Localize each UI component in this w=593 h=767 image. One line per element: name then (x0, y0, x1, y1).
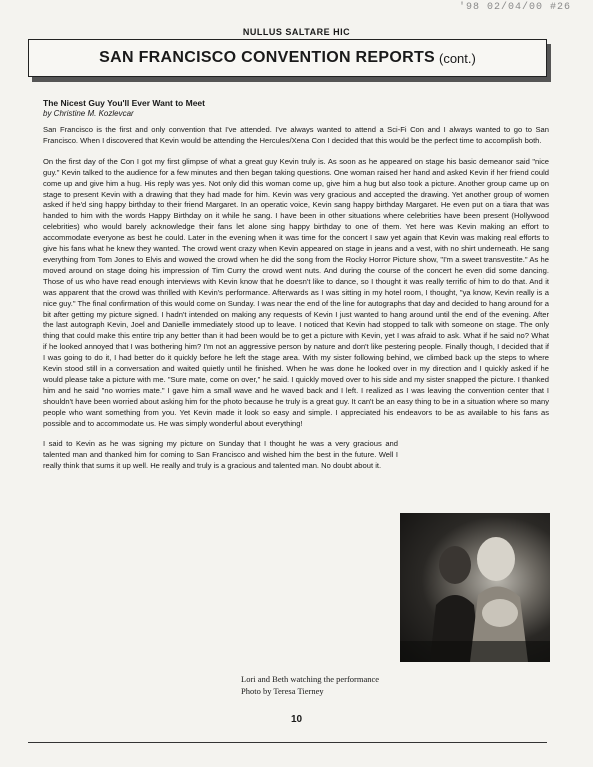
concert-photo-figures (400, 513, 550, 662)
page-number: 10 (290, 714, 303, 725)
section-banner (28, 39, 547, 77)
banner-title: SAN FRANCISCO CONVENTION REPORTS (99, 49, 435, 66)
article-byline: by Christine M. Kozlevcar (43, 109, 134, 118)
bottom-rule (28, 742, 547, 743)
archive-stamp: '98 02/04/00 #26 (458, 2, 571, 13)
article-paragraph-3: I said to Kevin as he was signing my picture on Sunday that I thought he was a very gracious and talented man and thanked him for coming to San Francisco and wished him the best in the future. Well I really think that sums it up well. He really and truly is a gracious and talented man. No doubt about it. (43, 439, 398, 471)
photo-caption-title: Lori and Beth watching the performance (241, 674, 380, 684)
article-paragraph-2: On the first day of the Con I got my first glimpse of what a great guy Kevin truly is. As soon as he appeared on stage his basic demeanor said "nice guy." Kevin talked to the audience for a few minutes and then began taking questions. One woman raised her hand and asked Kevin if her friend could come up and give him a hug. His reply was yes. Not only did this woman come up, give him a hug but also took a picture. Another group came up on stage to present Kevin with a drawing that they had made for him. Kevin was very gracious and accepted the drawing. Yet another group of women asked if he'd sing happy birthday to their friend Margaret. In an operatic voice, Kevin sang happy birthday Margaret. He even put on a tiara that was handed to him with the words Happy Birthday on it while he sang. I have been in other situations where celebrities have been present (Hollywood celebrities) who would barely acknowledge their fans let alone sing happy birthday to one of them. Yet here was Kevin making an effort to accommodate everyone as best he could. Later in the evening when it was time for the concert I saw yet again that Kevin was making real efforts to give his fans what he knew they wanted. The crowd went crazy when Kevin appeared on stage in jeans and a vest, with no shirt underneath. He sang everything from Tom Jones to Elvis and wowed the crowd when he did the song from the Rocky Horror Picture show, "I'm a sweet transvestite." As he moved around on stage doing his impression of Tim Curry the crowd went nuts. And during the course of the concert he even did some dancing. Those of us who have read enough interviews with Kevin know that he doesn't like to dance, so I thought it was really terrific of him to do that. And it was apparent that the crowd was thrilled with Kevin's performance. Afterwards as I was sitting in my hotel room, I thought, "ya know, Kevin really is a nice guy." The final confirmation of this would come on Sunday. I was near the end of the line for autographs that day and decided to hang around for a bit after getting my picture signed. I hadn't intended on making any requests of Kevin I just wanted to hang around until the end of the evening. After the last autograph Kevin, Joel and Danielle immediately stood up to leave. I noticed that Kevin had stopped to talk with someone on stage. The only thing that could make this entire trip any better than it had been would be to get a picture with Kevin, yet I was afraid to ask. What if he said no? What if he looked annoyed that I was bothering him? I'm not an aggressive person by nature and don't like pestering people. Finally though, I decided that if I was going to do it, I had better do it quickly before he left the stage area. With my sister following behind, we climbed back up the steps to where Kevin stood still in a conversation and waited quietly until he finished. When he was done he looked over in my direction and I quickly asked if he would please take a picture with me. "Sure mate, come on over," he said. I quickly moved over to his side and my sister snapped the picture. I thanked him and he said "no worries mate." I gave him a small wave and he waved back and I left. I realized as I was leaving the convention center that I shouldn't have been worried about asking him for the photo because he truly is a great guy. It can't be an easy thing to be in a situation where so many people who want something from you. Yet Kevin made it look so easy and simple. I appreciated his endeavors to be as available to his fans as possible and to accommodate us. He was simply wonderful about everything! (43, 156, 549, 428)
running-head: NULLUS SALTARE HIC (242, 27, 351, 37)
photo-credit: Photo by Teresa Tierney (241, 686, 324, 696)
article-body (43, 125, 549, 482)
concert-photo (400, 513, 550, 662)
article-title: The Nicest Guy You'll Ever Want to Meet (43, 98, 205, 108)
banner-continued: (cont.) (439, 50, 476, 66)
photo-caption (241, 673, 379, 697)
article-paragraph-1: San Francisco is the first and only convention that I've attended. I've always wanted to attend a Sci-Fi Con and I always wanted to go to San Francisco. When I discovered that Kevin would be attending the Hercules/Xena Con I decided that this would be the perfect time to accomplish both. (43, 125, 549, 145)
